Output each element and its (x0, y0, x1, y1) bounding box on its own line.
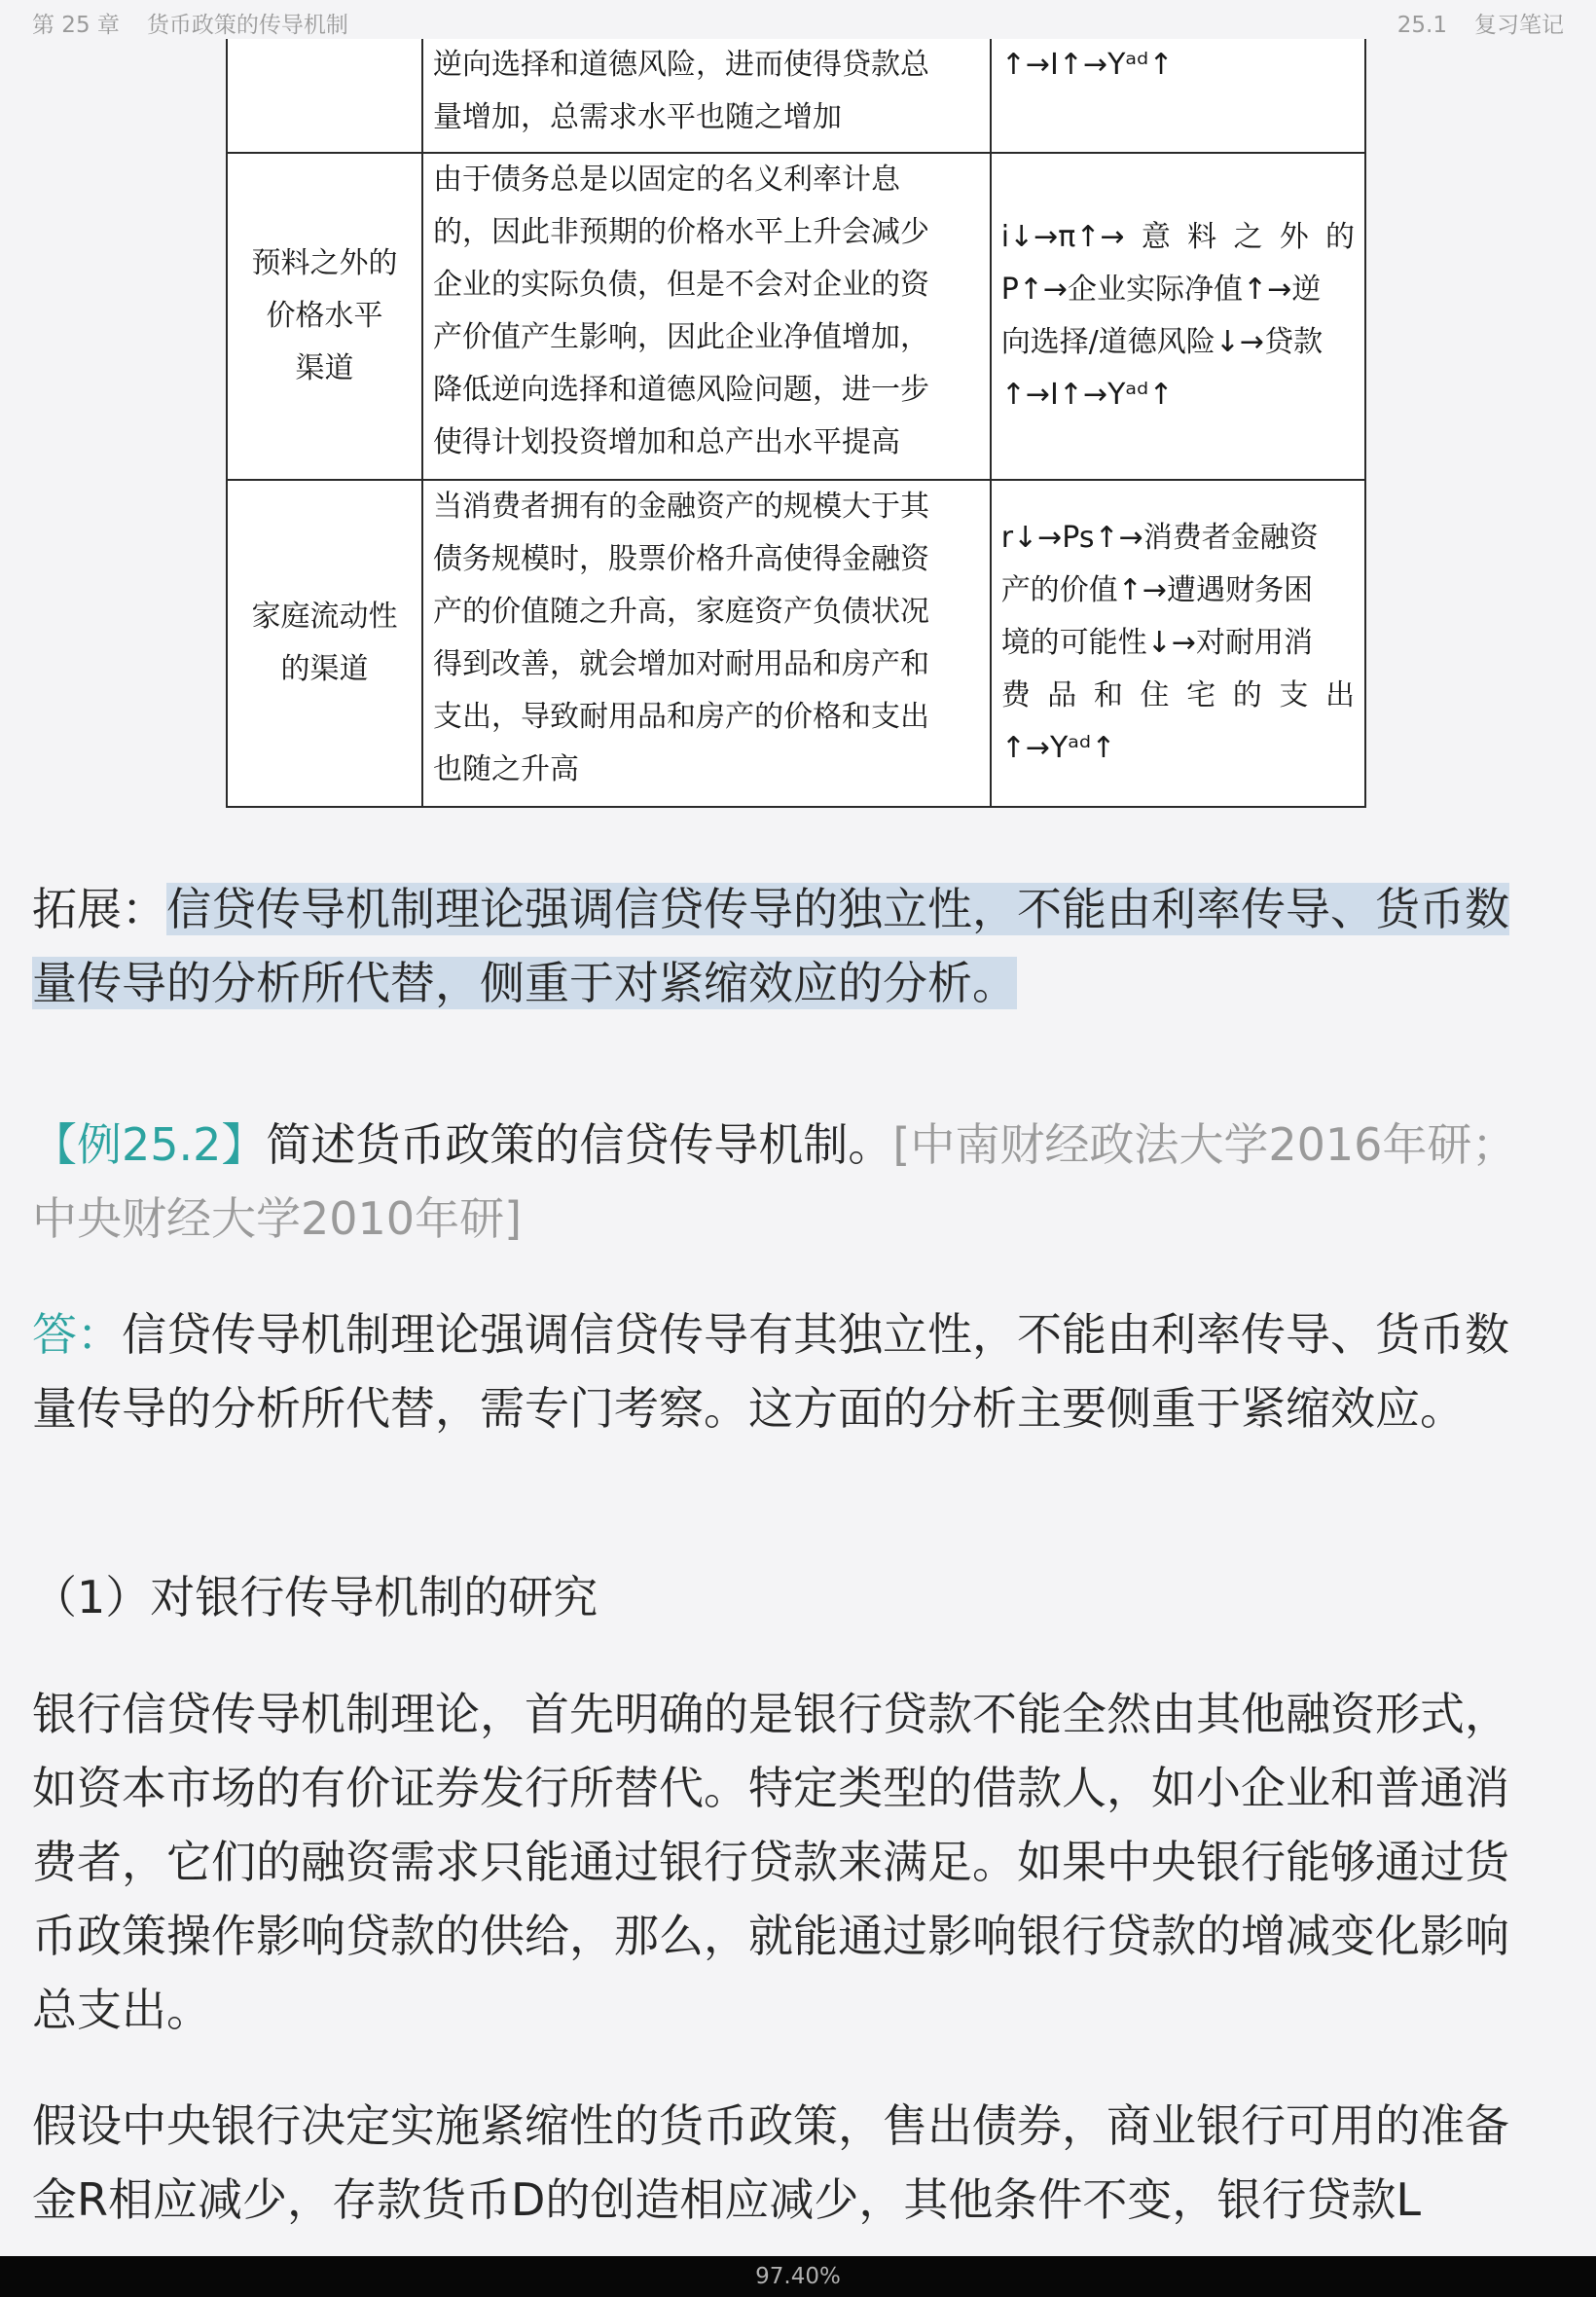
description-line: 使得计划投资增加和总产出水平提高 (432, 425, 900, 459)
example-source: [中南财经政法大学2016年研；中央财经大学2010年研] (32, 1118, 1517, 1245)
body-paragraph: 假设中央银行决定实施紧缩性的货币政策，售出债券，商业银行可用的准备金R相应减少，存款货币D的创造相应减少，其他条件不变，银行贷款L (32, 2099, 1509, 2226)
description-line: 的，因此非预期的价格水平上升会减少 (432, 215, 929, 249)
channel-chain-cell (991, 153, 1365, 480)
chain-line: ↑→I↑→Yᵃᵈ↑ (1000, 378, 1174, 412)
section-title: 复习笔记 (1474, 13, 1564, 38)
description-line: 当消费者拥有的金融资产的规模大于其 (432, 490, 929, 524)
chapter-header (32, 7, 348, 39)
answer-text: 信贷传导机制理论强调信贷传导有其独立性，不能由利率传导、货币数量传导的分析所代替，需专门考察。这方面的分析主要侧重于紧缩效应。 (32, 1308, 1509, 1435)
chain-line: 产的价值↑→遭遇财务困 (1000, 573, 1313, 607)
channel-name-cell (227, 153, 422, 480)
table-row (227, 153, 1365, 480)
chain-line: P↑→企业实际净值↑→逆 (1000, 273, 1322, 307)
channel-description-cell (422, 480, 991, 807)
example-question (32, 1108, 1523, 1256)
reading-progress: 97.40% (755, 2264, 841, 2289)
table-row (227, 480, 1365, 807)
chapter-number: 第 25 章 (32, 13, 120, 38)
channel-name-line: 价格水平 (266, 299, 383, 333)
description-line: 债务规模时，股票价格升高使得金融资 (432, 542, 929, 576)
body-paragraph: 银行信贷传导机制理论，首先明确的是银行贷款不能全然由其他融资形式，如资本市场的有价证券发行所替代。特定类型的借款人，如小企业和普通消费者，它们的融资需求只能通过银行贷款来满足。如果中央银行能够通过货币政策操作影响贷款的供给，那么，就能通过影响银行贷款的增减变化影响总支出。 (32, 1688, 1509, 2036)
chain-line: ↑→Yᵃᵈ↑ (1000, 731, 1116, 765)
reader-header (0, 0, 1596, 39)
channel-description-cell (422, 153, 991, 480)
description-line: 逆向选择和道德风险，进而使得贷款总 (432, 48, 929, 82)
description-line: 企业的实际负债，但是不会对企业的资 (432, 268, 929, 302)
example-question-text: 简述货币政策的信贷传导机制。 (266, 1118, 893, 1171)
reading-progress-bar (0, 2256, 1596, 2297)
channel-description-cell (422, 39, 991, 153)
description-line: 产的价值随之升高，家庭资产负债状况 (432, 595, 929, 629)
description-line: 也随之升高 (432, 752, 579, 786)
channel-chain-cell (991, 480, 1365, 807)
chain-line: 向选择/道德风险↓→贷款 (1000, 325, 1324, 359)
subheading: （1）对银行传导机制的研究 (32, 1571, 598, 1623)
description-line: 量增加，总需求水平也随之增加 (432, 100, 842, 134)
description-line: 得到改善，就会增加对耐用品和房产和 (432, 647, 929, 681)
chain-line: i↓→π↑→意料之外的 (1000, 220, 1355, 254)
channel-name-line: 预料之外的 (251, 246, 398, 280)
channel-name-cell (227, 39, 422, 153)
example-tag: 【例25.2】 (32, 1118, 267, 1171)
description-line: 降低逆向选择和道德风险问题，进一步 (432, 373, 929, 407)
channel-name-cell (227, 480, 422, 807)
answer-label: 答： (32, 1308, 122, 1361)
chain-line: 费品和住宅的支出 (1000, 678, 1355, 712)
extension-label: 拓展： (32, 883, 166, 935)
answer-paragraph (32, 1297, 1523, 1445)
transmission-channel-table (226, 39, 1366, 808)
chain-line: r↓→Ps↑→消费者金融资 (1000, 521, 1319, 555)
chain-line: 境的可能性↓→对耐用消 (1000, 626, 1313, 660)
channel-chain-cell (991, 39, 1365, 153)
channel-name-line: 渠道 (295, 351, 354, 385)
description-line: 产价值产生影响，因此企业净值增加， (432, 320, 929, 354)
table-row (227, 39, 1365, 153)
section-header (1397, 7, 1564, 39)
channel-name-line: 家庭流动性 (251, 600, 398, 634)
section-number: 25.1 (1396, 13, 1447, 38)
description-line: 由于债务总是以固定的名义利率计息 (432, 163, 900, 197)
extension-paragraph[interactable] (32, 872, 1523, 1020)
chain-line: ↑→I↑→Yᵃᵈ↑ (1000, 48, 1174, 82)
channel-name-line: 的渠道 (280, 652, 369, 686)
highlighted-text[interactable]: 信贷传导机制理论强调信贷传导的独立性，不能由利率传导、货币数量传导的分析所代替，侧重于对紧缩效应的分析。 (32, 883, 1509, 1009)
description-line: 支出，导致耐用品和房产的价格和支出 (432, 700, 929, 734)
chapter-title: 货币政策的传导机制 (146, 13, 348, 38)
